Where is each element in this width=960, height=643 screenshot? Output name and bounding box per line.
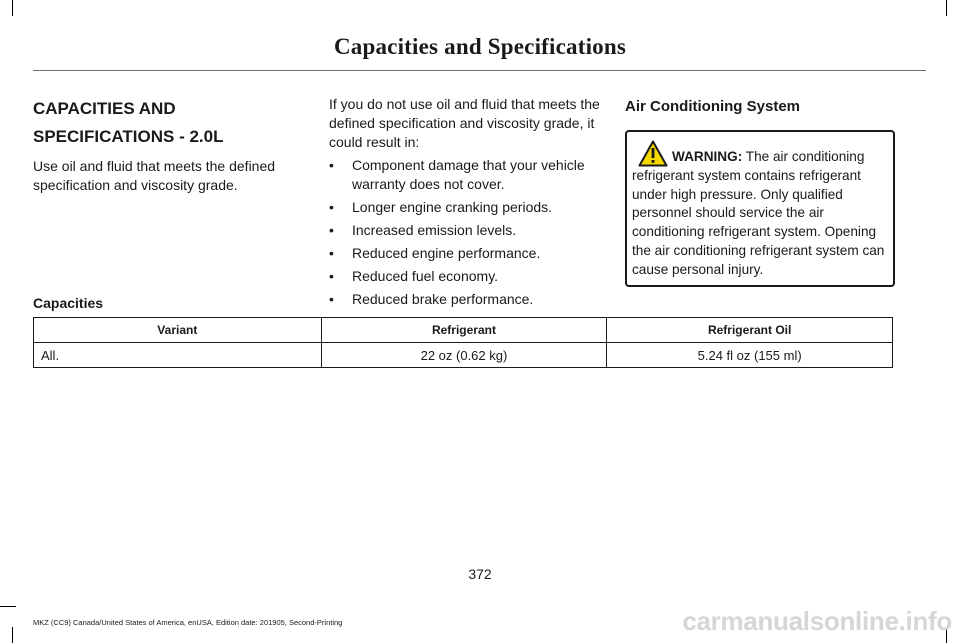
warning-triangle-icon	[638, 140, 668, 167]
table-cell-refrigerant-oil: 5.24 fl oz (155 ml)	[607, 343, 893, 368]
column-header-refrigerant-oil: Refrigerant Oil	[607, 318, 893, 343]
table-cell-refrigerant: 22 oz (0.62 kg)	[321, 343, 607, 368]
table-row	[34, 343, 893, 368]
crop-mark-bottom-left-h	[0, 606, 16, 607]
edition-footer: MKZ (CC9) Canada/United States of America, enUSA, Edition date: 201905, Second-Printing	[33, 618, 343, 627]
header-divider	[33, 70, 926, 71]
list-item: • Reduced fuel economy.	[329, 267, 607, 286]
capacities-table	[33, 317, 893, 368]
ac-system-column	[625, 95, 894, 287]
page-number: 372	[468, 566, 492, 582]
list-item: • Longer engine cranking periods.	[329, 198, 607, 217]
column-header-variant: Variant	[34, 318, 322, 343]
crop-mark-top-right-v	[946, 0, 947, 16]
list-item: • Reduced brake performance.	[329, 290, 607, 309]
crop-mark-bottom-left-v	[12, 627, 13, 643]
table-title: Capacities	[33, 295, 104, 311]
list-item: • Increased emission levels.	[329, 221, 607, 240]
oil-note-lead: If you do not use oil and fluid that meets the defined specification and viscosity grade, it could result in:	[329, 96, 600, 150]
crop-mark-top-left-v	[12, 0, 13, 16]
warning-label: WARNING:	[672, 149, 743, 164]
ac-system-heading: Air Conditioning System	[625, 98, 801, 115]
list-item: • Reduced engine performance.	[329, 244, 607, 263]
oil-note-column	[329, 95, 607, 313]
section-heading: CAPACITIES AND SPECIFICATIONS - 2.0L	[33, 99, 224, 146]
table-header-row	[34, 318, 893, 343]
warning-box	[625, 130, 895, 287]
watermark: carmanualsonline.info	[682, 606, 952, 636]
list-item: • Component damage that your vehicle warranty does not cover.	[329, 156, 607, 194]
table-cell-variant: All.	[34, 343, 322, 368]
intro-paragraph: Use oil and fluid that meets the defined specification and viscosity grade.	[33, 158, 276, 193]
warning-text: The air conditioning refrigerant system contains refrigerant under high pressure. Only qualified personnel should service the air conditioning refrigerant system. Opening the air conditioning refrigerant system can cause personal injury.	[632, 149, 885, 277]
column-header-refrigerant: Refrigerant	[321, 318, 607, 343]
consequence-list	[329, 156, 607, 309]
page-title: Capacities and Specifications	[333, 34, 627, 59]
intro-column	[33, 95, 311, 195]
